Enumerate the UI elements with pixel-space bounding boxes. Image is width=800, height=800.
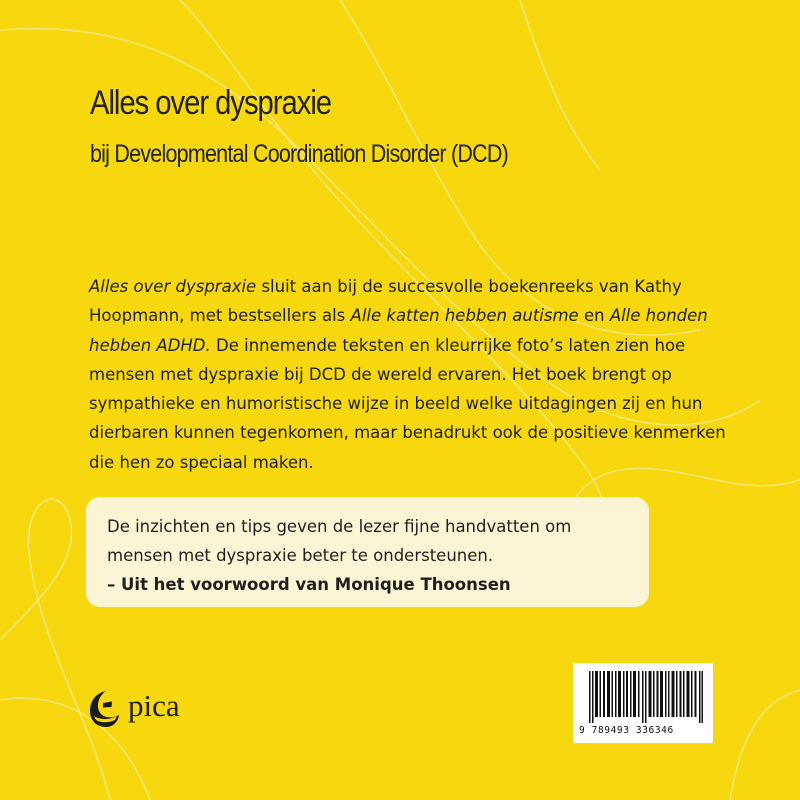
barcode <box>573 663 713 743</box>
publisher-logo <box>86 687 180 731</box>
barcode-bars <box>589 671 703 723</box>
quote-attribution: – Uit het voorwoord van Monique Thoonsen <box>107 575 511 594</box>
description-text: De innemende teksten en kleurrijke foto’s laten zien hoe mensen met dyspraxie bij DCD de wereld ervaren. Het boek brengt op sympathieke en humoristische wijze in beeld welke uitdagingen zij en hun dierbaren kunnen tegenkomen, maar benadrukt ook de positieve kenmerken die hen zo speciaal maken. <box>89 335 726 472</box>
book-description <box>89 272 729 477</box>
description-italic-title: Alle katten hebben autisme <box>350 306 579 326</box>
quote-text: De inzichten en tips geven de lezer fijne handvatten om mensen met dyspraxie beter te ondersteunen. <box>107 517 572 565</box>
description-italic-title: Alles over dyspraxie <box>89 277 257 296</box>
book-subtitle: bij Developmental Coordination Disorder (DCD) <box>90 140 509 168</box>
description-italic-title: Alle honden hebben ADHD. <box>89 306 708 355</box>
description-text: en <box>578 306 610 326</box>
isbn-number: 9 789493 336346 <box>579 725 674 736</box>
description-text: sluit aan bij de succesvolle boekenreeks van Kathy Hoopmann, met bestsellers als <box>89 277 682 326</box>
book-title: Alles over dyspraxie <box>90 84 332 122</box>
publisher-name: pica <box>128 688 180 723</box>
quote <box>107 512 637 599</box>
quote-box <box>86 497 649 607</box>
publisher-ship-icon <box>86 689 122 729</box>
